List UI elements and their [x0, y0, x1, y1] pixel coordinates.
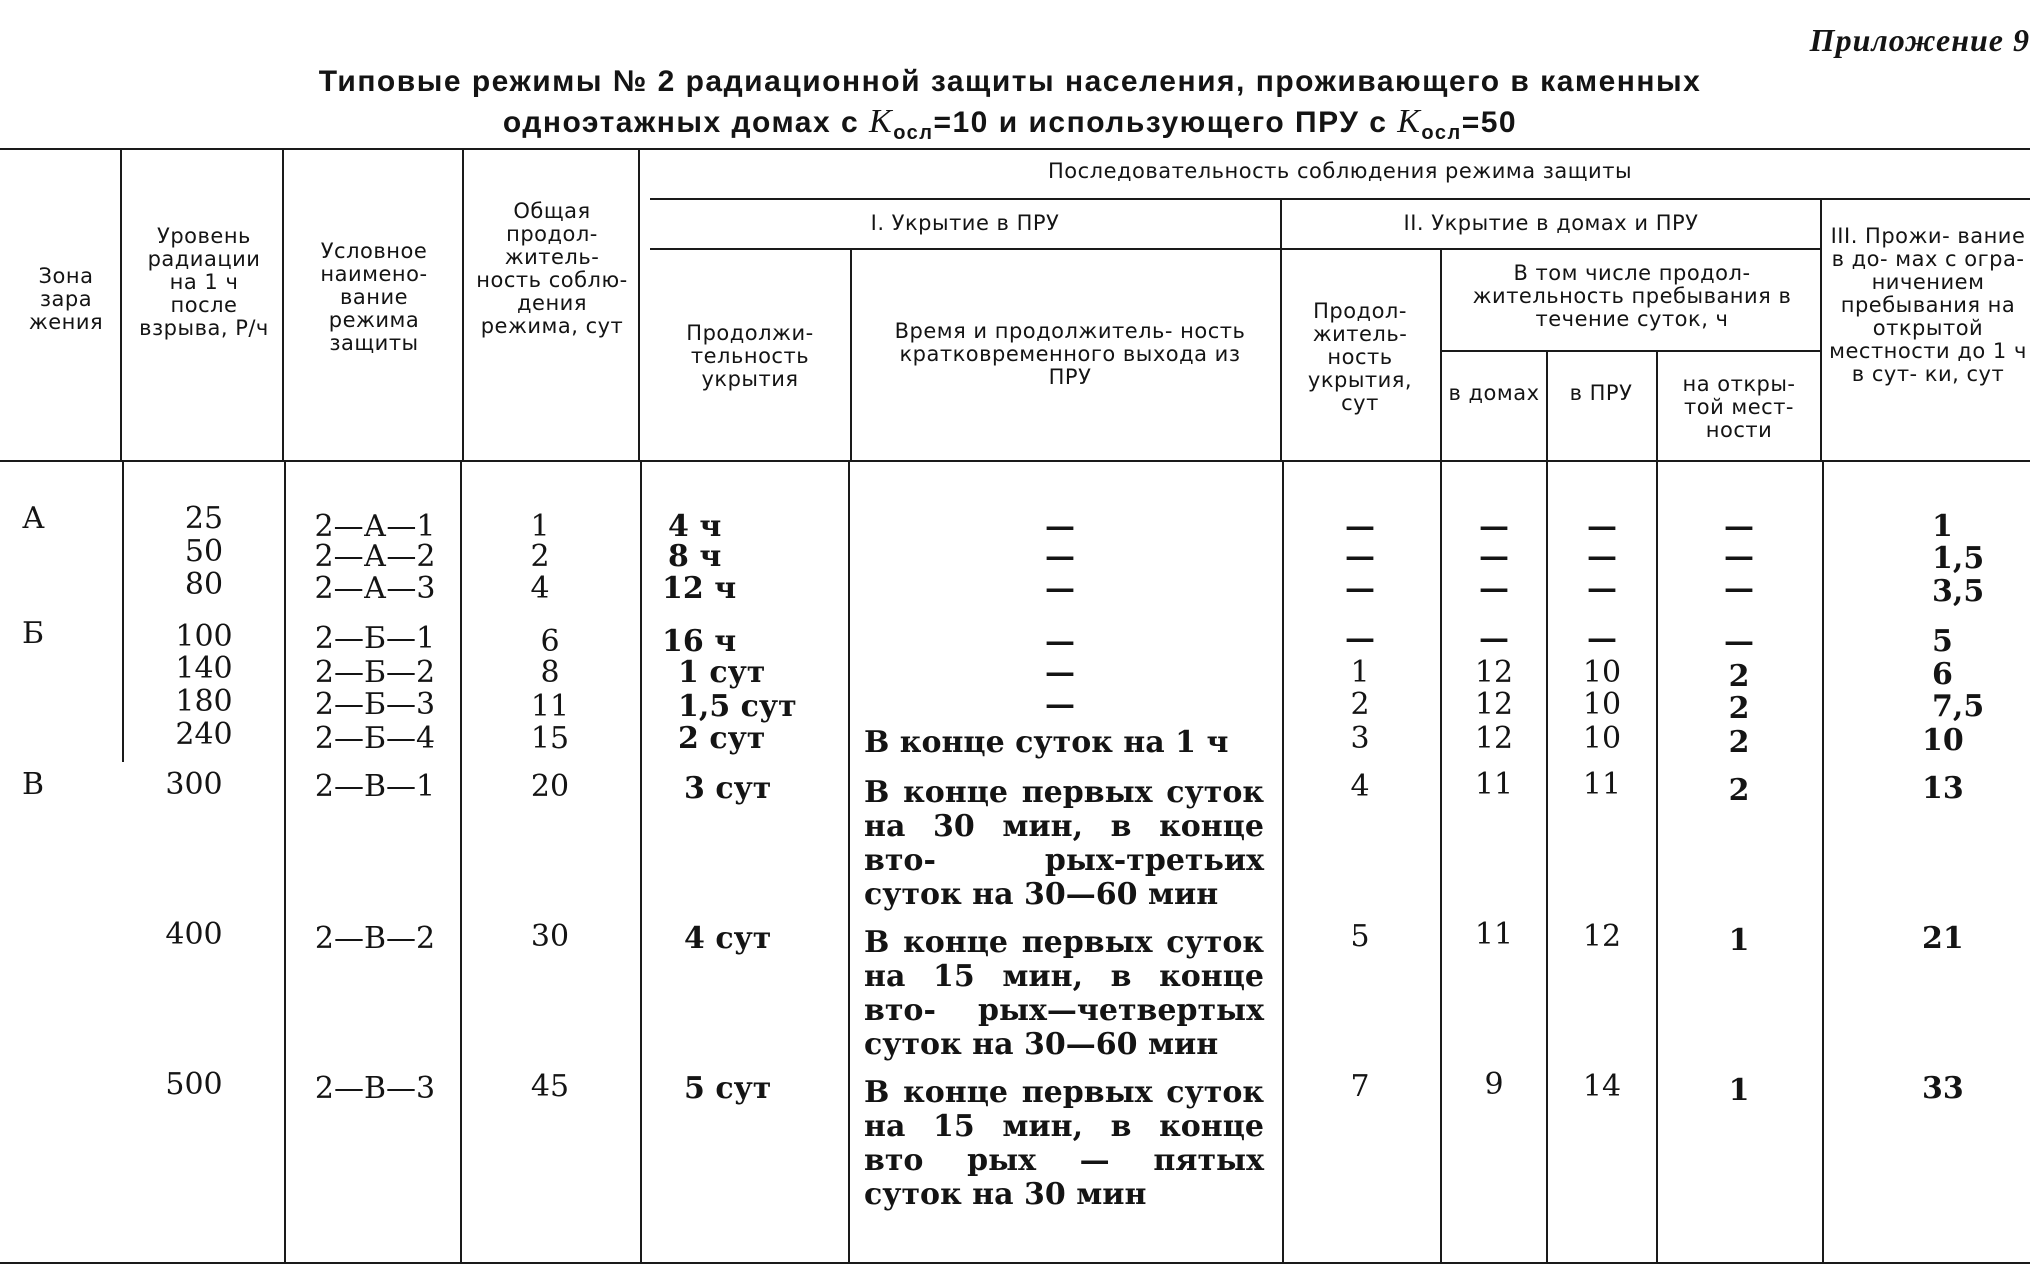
cell-in-pru: — [1587, 539, 1617, 574]
body-sep-4 [640, 462, 642, 1262]
cell-part2-duration: — [1345, 621, 1375, 656]
header-mode-name: Условное наимено- вание режима защиты [320, 239, 428, 355]
cell-part1-duration: 1,5 сут [678, 689, 797, 724]
cell-part1-exit: — [1045, 655, 1075, 690]
cell-open-area: 2 [1728, 691, 1750, 726]
cell-part1-duration: 5 сут [684, 1071, 772, 1106]
cell-total: 15 [530, 721, 570, 756]
cell-in-houses: 12 [1474, 687, 1514, 722]
body-sep-7 [1440, 462, 1442, 1262]
header-level: Уровень радиации на 1 ч после взрыва, Р/ч [139, 224, 269, 340]
cell-mode-name: 2—В—1 [314, 769, 436, 804]
cell-zone: В [22, 767, 45, 802]
cell-part1-duration: 8 ч [668, 539, 722, 574]
table-top-rule [0, 148, 2030, 150]
header-part-2-daily: В том числе продол- жительность пребывания в течение суток, ч [1472, 261, 1792, 331]
cell-part1-exit: В конце первых суток на 15 мин, в конце вто рых — пятых суток на 30 мин [864, 1075, 1264, 1212]
cell-total: 2 [530, 539, 550, 574]
cell-part1-duration: 16 ч [662, 624, 737, 659]
header-part-2: II. Укрытие в домах и ПРУ [1403, 211, 1699, 235]
cell-in-houses: 12 [1474, 721, 1514, 756]
cell-in-pru: 10 [1582, 655, 1622, 690]
cell-total: 11 [530, 689, 570, 724]
cell-part2-duration: — [1345, 509, 1375, 544]
cell-in-pru: 11 [1582, 767, 1622, 802]
cell-in-houses: 11 [1474, 767, 1514, 802]
cell-open-area: 2 [1728, 725, 1750, 760]
cell-in-houses: 9 [1484, 1067, 1504, 1102]
cell-mode-name: 2—А—2 [314, 539, 436, 574]
cell-in-houses: 12 [1474, 655, 1514, 690]
cell-part2-duration: 2 [1350, 687, 1370, 722]
cell-part2-duration: 1 [1350, 655, 1370, 690]
table-title [260, 62, 1760, 153]
cell-part3: 5 [1932, 624, 1953, 659]
cell-in-houses: — [1479, 539, 1509, 574]
cell-part1-duration: 3 сут [684, 771, 772, 806]
cell-part3: 6 [1932, 657, 1953, 692]
header-part-3: III. Прожи- вание в до- мах с огра- ничением пребывания на открытой местности до 1 ч в сут- ки, сут [1829, 224, 2027, 386]
body-sep-8 [1546, 462, 1548, 1262]
cell-total: 20 [530, 769, 570, 804]
body-sep-5 [848, 462, 850, 1262]
header-part-1-exit: Время и продолжитель- ность кратковременного выхода из ПРУ [894, 319, 1246, 389]
col-sep-2 [282, 150, 284, 460]
cell-total: 30 [530, 919, 570, 954]
k-subscript-2: осл [1421, 122, 1462, 144]
cell-in-pru: 10 [1582, 721, 1622, 756]
cell-mode-name: 2—А—3 [314, 571, 436, 606]
header-sequence: Последовательность соблюдения режима защиты [1047, 159, 1633, 183]
cell-part3: 1,5 [1932, 541, 1985, 576]
cell-in-pru: — [1587, 621, 1617, 656]
cell-part3: 13 [1922, 771, 1964, 806]
body-sep-3 [460, 462, 462, 1262]
annex-label: Приложение 9 [1809, 22, 2030, 58]
cell-part2-duration: 4 [1350, 769, 1370, 804]
cell-in-pru: 12 [1582, 919, 1622, 954]
cell-open-area: — [1724, 509, 1754, 544]
cell-level: 80 [184, 567, 224, 602]
cell-total: 6 [540, 624, 560, 659]
cell-in-houses: — [1479, 621, 1509, 656]
body-sep-2 [284, 462, 286, 1262]
cell-level: 25 [184, 501, 224, 536]
cell-level: 180 [175, 684, 233, 719]
cell-open-area: — [1724, 624, 1754, 659]
body-sep-1 [122, 462, 124, 762]
k-subscript: осл [893, 122, 934, 144]
header-part-1-duration: Продолжи- тельность укрытия [686, 321, 814, 391]
cell-in-houses: 11 [1474, 917, 1514, 952]
cell-part1-duration: 4 ч [668, 509, 722, 544]
cell-in-pru: 14 [1582, 1069, 1622, 1104]
cell-mode-name: 2—Б—3 [314, 687, 436, 722]
cell-part1-duration: 1 сут [678, 655, 766, 690]
cell-part3: 10 [1922, 723, 1964, 758]
title-line-2 [260, 102, 1760, 153]
body-sep-10 [1822, 462, 1824, 1262]
col-sep-8 [1546, 352, 1548, 460]
cell-mode-name: 2—А—1 [314, 509, 436, 544]
daily-under-rule [1440, 350, 1820, 352]
cell-level: 240 [175, 717, 233, 752]
cell-level: 500 [165, 1067, 223, 1102]
cell-in-pru: — [1587, 509, 1617, 544]
title-line-1: Типовые режимы № 2 радиационной защиты населения, проживающего в каменных [318, 65, 1702, 98]
k-symbol: K [869, 103, 894, 140]
cell-part1-exit: — [1045, 571, 1075, 606]
cell-total: 1 [530, 509, 550, 544]
header-part-1: I. Укрытие в ПРУ [870, 211, 1060, 235]
cell-zone: А [22, 501, 45, 536]
title-line-2-c: =50 [1461, 106, 1518, 139]
cell-part1-exit: — [1045, 509, 1075, 544]
cell-total: 8 [540, 655, 560, 690]
cell-level: 300 [165, 767, 223, 802]
header-bottom-rule [0, 460, 2030, 462]
cell-part1-exit: — [1045, 687, 1075, 722]
col-sep-5 [850, 250, 852, 460]
header-part-2-pru: в ПРУ [1569, 381, 1633, 405]
header-total-duration: Общая продол- житель- ность соблю- дения режима, сут [476, 199, 628, 338]
cell-level: 400 [165, 917, 223, 952]
header-zone: Зона зара жения [28, 264, 104, 334]
cell-mode-name: 2—Б—1 [314, 621, 436, 656]
col-sep-3 [462, 150, 464, 460]
cell-open-area: 1 [1728, 1073, 1750, 1108]
cell-open-area: — [1724, 539, 1754, 574]
sequence-under-rule [650, 198, 2030, 200]
col-sep-4 [638, 150, 640, 460]
cell-part1-duration: 4 сут [684, 921, 772, 956]
cell-part2-duration: 7 [1350, 1069, 1370, 1104]
cell-part1-duration: 12 ч [662, 571, 737, 606]
cell-mode-name: 2—Б—2 [314, 655, 436, 690]
cell-open-area: 2 [1728, 773, 1750, 808]
cell-part2-duration: 3 [1350, 721, 1370, 756]
cell-open-area: — [1724, 571, 1754, 606]
cell-part3: 1 [1932, 509, 1953, 544]
header-part-2-open: на откры- той мест- ности [1682, 372, 1796, 442]
col-sep-6 [1280, 200, 1282, 460]
cell-mode-name: 2—В—2 [314, 921, 436, 956]
cell-part2-duration: — [1345, 571, 1375, 606]
body-sep-9 [1656, 462, 1658, 1262]
cell-level: 100 [175, 619, 233, 654]
cell-open-area: 1 [1728, 923, 1750, 958]
cell-mode-name: 2—В—3 [314, 1071, 436, 1106]
cell-mode-name: 2—Б—4 [314, 721, 436, 756]
cell-in-houses: — [1479, 509, 1509, 544]
body-sep-6 [1282, 462, 1284, 1262]
cell-part1-exit: В конце суток на 1 ч [864, 725, 1229, 760]
cell-open-area: 2 [1728, 659, 1750, 694]
cell-part1-duration: 2 сут [678, 721, 766, 756]
cell-part1-exit: — [1045, 624, 1075, 659]
cell-part3: 21 [1922, 921, 1964, 956]
cell-part3: 33 [1922, 1071, 1964, 1106]
cell-part3: 7,5 [1932, 689, 1985, 724]
col-sep-10 [1820, 200, 1822, 460]
k-symbol-2: K [1397, 103, 1422, 140]
cell-zone: Б [22, 616, 45, 651]
table-bottom-rule [0, 1262, 2030, 1264]
cell-in-pru: 10 [1582, 687, 1622, 722]
part-under-rule [650, 248, 1820, 250]
cell-part1-exit: В конце первых суток на 30 мин, в конце вто- рых-третьих суток на 30—60 мин [864, 775, 1264, 912]
cell-level: 50 [184, 534, 224, 569]
cell-part2-duration: 5 [1350, 919, 1370, 954]
col-sep-1 [120, 150, 122, 460]
cell-in-pru: — [1587, 571, 1617, 606]
header-part-2-houses: в домах [1448, 381, 1540, 405]
cell-total: 4 [530, 571, 550, 606]
col-sep-9 [1656, 352, 1658, 460]
title-line-2-a: одноэтажных домах с [502, 106, 869, 139]
cell-in-houses: — [1479, 571, 1509, 606]
cell-part3: 3,5 [1932, 574, 1985, 609]
title-line-2-b: =10 и использующего ПРУ с [933, 106, 1398, 139]
cell-total: 45 [530, 1069, 570, 1104]
header-part-2-duration: Продол- житель- ность укрытия, сут [1307, 299, 1413, 415]
cell-part1-exit: — [1045, 539, 1075, 574]
col-sep-7 [1440, 250, 1442, 460]
cell-part2-duration: — [1345, 539, 1375, 574]
cell-part1-exit: В конце первых суток на 15 мин, в конце вто- рых—четвертых суток на 30—60 мин [864, 925, 1264, 1062]
cell-level: 140 [175, 651, 233, 686]
